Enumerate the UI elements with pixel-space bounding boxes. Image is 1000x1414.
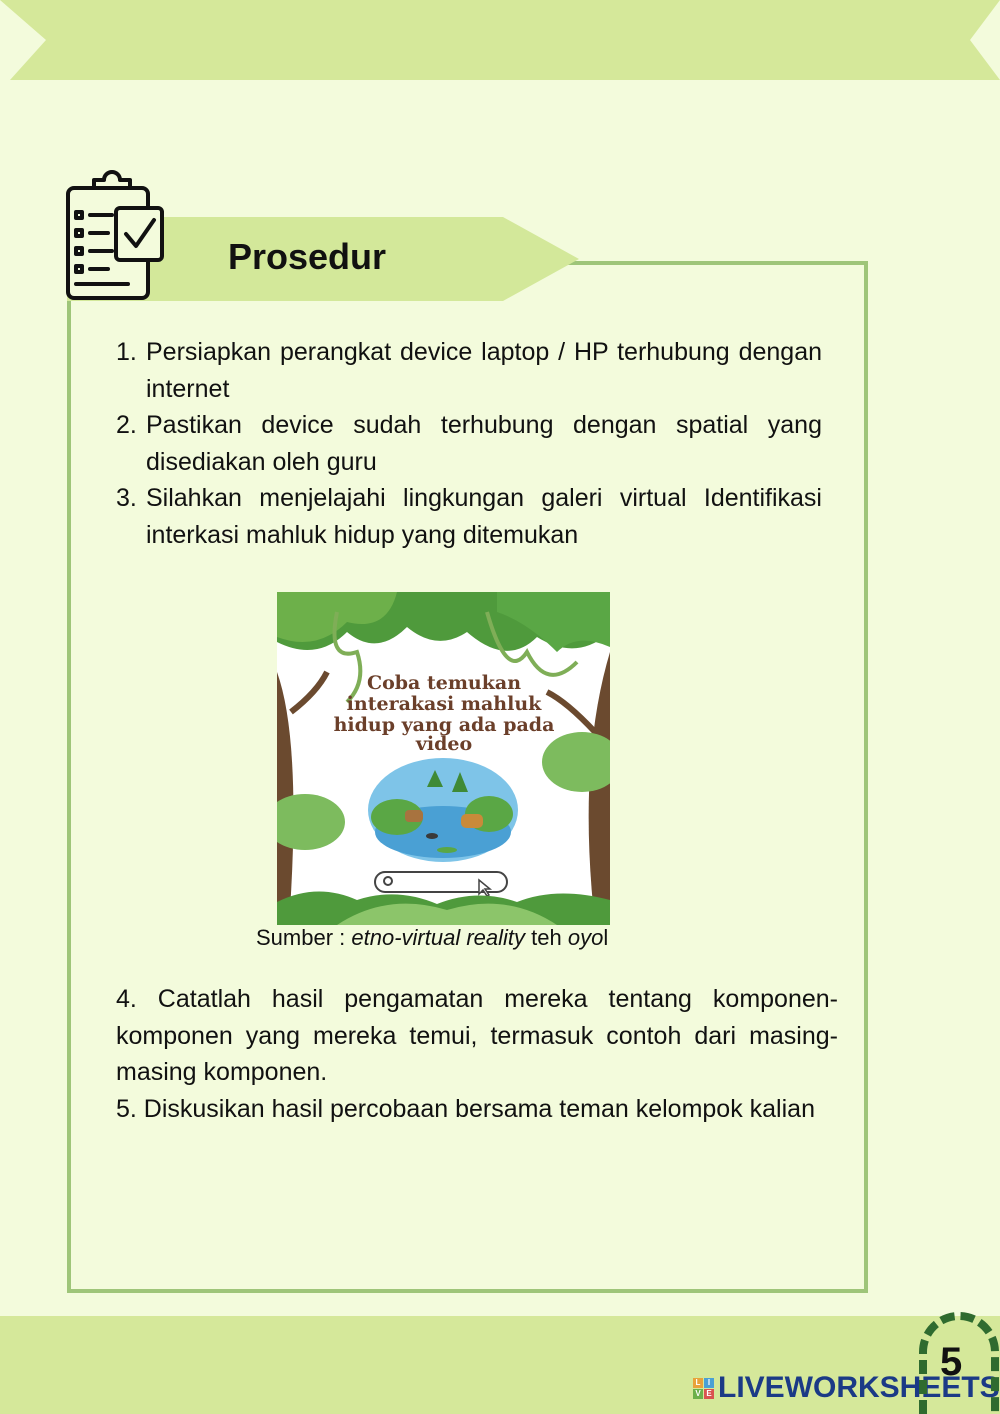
procedure-paragraph: 4. Catatlah hasil pengamatan mereka tentang komponen-komponen yang mereka temui, termasuk contoh dari masing-masing komponen. <box>116 985 838 1086</box>
logo-letter: V <box>693 1389 703 1399</box>
caption-prefix: Sumber : <box>256 925 352 950</box>
step-number: 2. <box>116 411 137 439</box>
step-text: Pastikan device sudah terhubung dengan spatial yang disediakan oleh guru <box>146 411 822 476</box>
section-title: Prosedur <box>228 236 387 277</box>
caption-author-italic: oyo <box>567 925 604 950</box>
procedure-steps <box>116 334 822 553</box>
logo-letter: I <box>704 1378 714 1388</box>
illustration-heading-line: interakasi mahluk <box>346 693 542 715</box>
brand-text: LIVEWORKSHEETS <box>718 1371 1000 1404</box>
illustration-heading-line: hidup yang ada pada <box>333 714 555 736</box>
page-number: 5 <box>940 1340 963 1384</box>
logo-letter: E <box>704 1389 714 1399</box>
illustration-heading-line: Coba temukan <box>366 672 522 694</box>
step-text: Silahkan menjelajahi lingkungan galeri virtual Identifikasi interkasi mahluk hidup yang ditemukan <box>146 484 822 549</box>
list-item <box>116 407 822 480</box>
caption-source-italic: etno-virtual reality <box>351 925 526 950</box>
step-text: Persiapkan perangkat device laptop / HP terhubung dengan internet <box>146 338 822 403</box>
clipboard-checklist-icon <box>64 168 168 302</box>
procedure-paragraph: 5. Diskusikan hasil percobaan bersama teman kelompok kalian <box>116 1094 815 1123</box>
list-item <box>116 334 822 407</box>
forest-illustration <box>277 592 610 925</box>
image-caption <box>256 925 608 951</box>
caption-middle: teh <box>525 925 568 950</box>
step-number: 3. <box>116 484 137 512</box>
liveworksheets-logo-icon <box>693 1378 714 1399</box>
illustration-heading-line: video <box>415 733 473 755</box>
procedure-paragraphs <box>116 981 838 1127</box>
list-item <box>116 480 822 553</box>
caption-suffix: l <box>603 925 609 950</box>
step-number: 1. <box>116 338 137 366</box>
top-banner <box>0 0 1000 80</box>
logo-letter: L <box>693 1378 703 1388</box>
